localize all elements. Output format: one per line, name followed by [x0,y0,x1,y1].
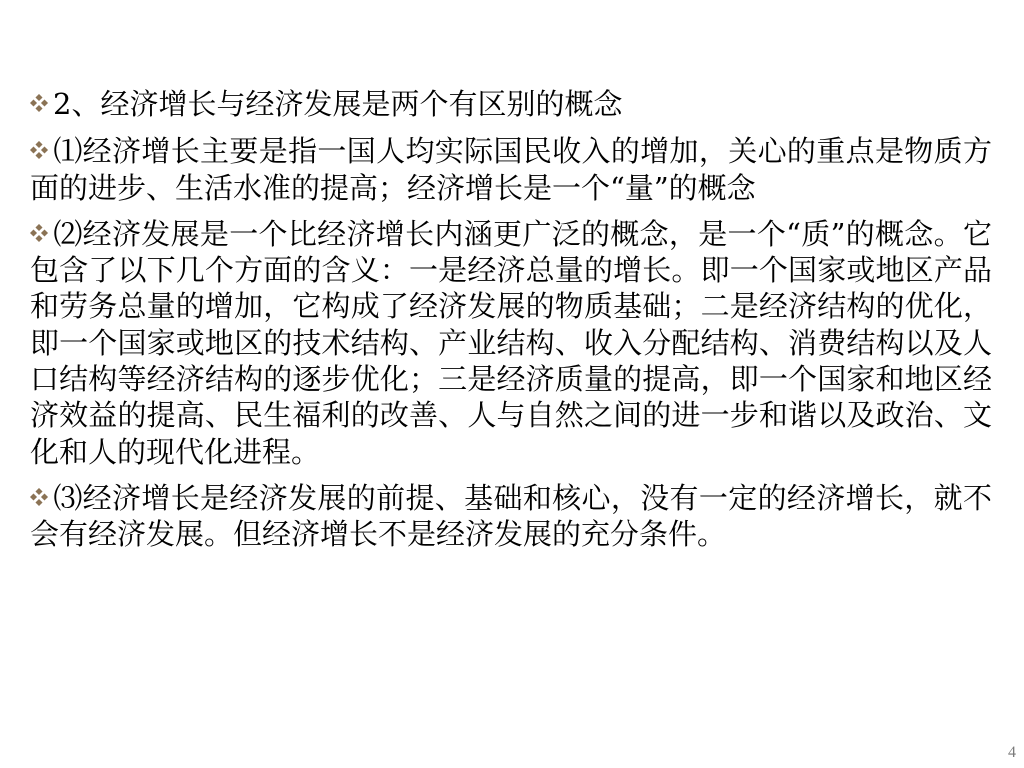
diamond-bullet-icon [30,94,51,114]
diamond-bullet-icon [30,141,51,161]
paragraph-4-text: ⑶经济增长是经济发展的前提、基础和核心，没有一定的经济增长，就不会有经济发展。但经济增长不是经济发展的充分条件。 [30,480,992,552]
paragraph-1-text: 2、经济增长与经济发展是两个有区别的概念 [53,87,623,121]
paragraph-3 [30,216,992,470]
paragraph-2-text: ⑴经济增长主要是指一国人均实际国民收入的增加，关心的重点是物质方面的进步、生活水准的提高；经济增长是一个“量”的概念 [30,134,992,205]
slide-body [30,86,992,563]
paragraph-2 [30,133,992,206]
diamond-bullet-icon [30,488,51,508]
page-number: 4 [1008,744,1016,761]
diamond-bullet-icon [30,224,51,244]
paragraph-4 [30,480,992,553]
paragraph-1 [30,86,992,122]
paragraph-3-text: ⑵经济发展是一个比经济增长内涵更广泛的概念，是一个“质”的概念。它包含了以下几个方面的含义：一是经济总量的增长。即一个国家或地区产品和劳务总量的增加，它构成了经济发展的物质基础；二是经济结构的优化，即一个国家或地区的技术结构、产业结构、收入分配结构、消费结构以及人口结构等经济结构的逐步优化；三是经济质量的提高，即一个国家和地区经济效益的提高、民生福利的改善、人与自然之间的进一步和谐以及政治、文化和人的现代化进程。 [30,216,992,469]
